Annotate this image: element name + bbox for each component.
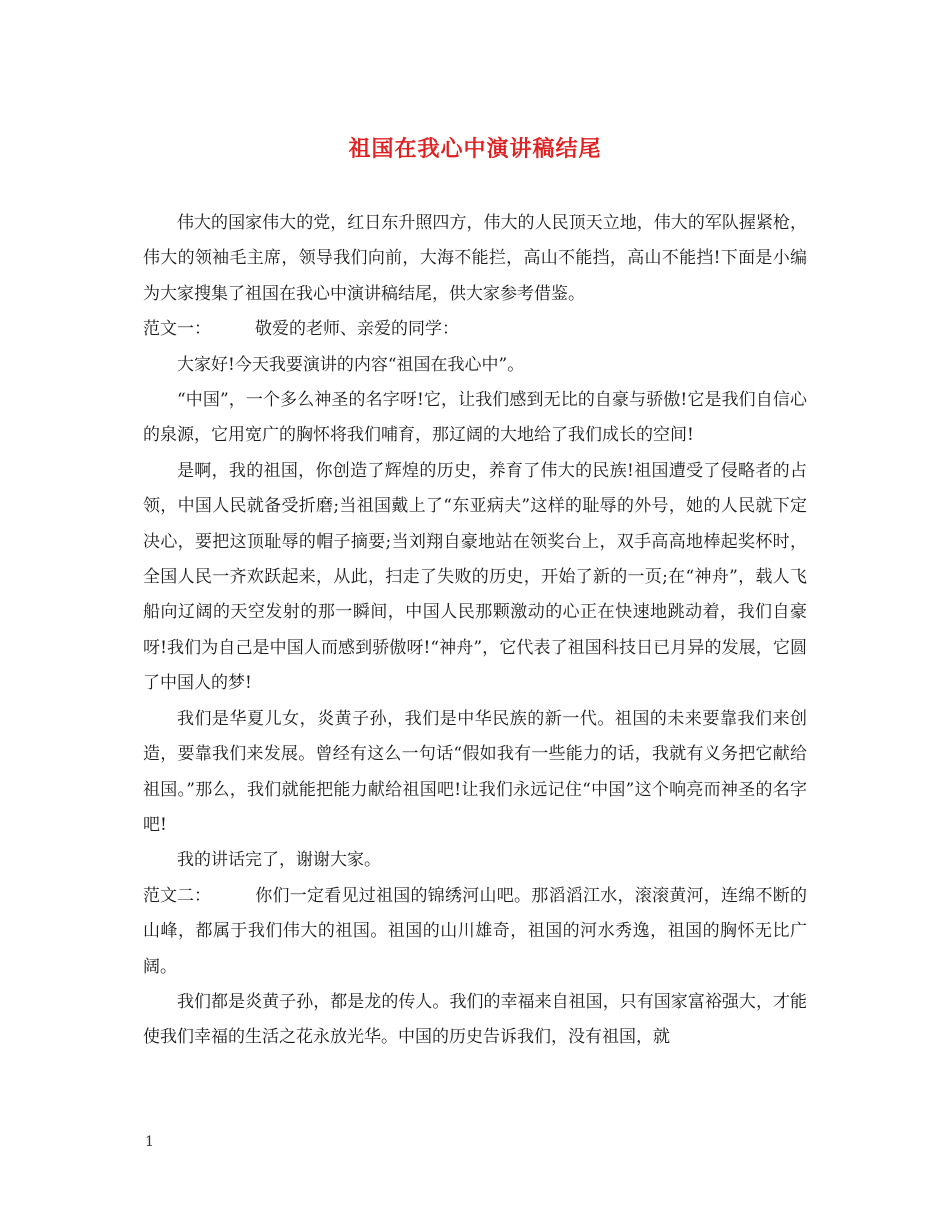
paragraph: 我们都是炎黄子孙，都是龙的传人。我们的幸福来自祖国，只有国家富裕强大，才能使我们幸福的生活之花永放光华。中国的历史告诉我们，没有祖国，就 <box>143 991 807 1048</box>
document-body <box>143 206 807 1056</box>
document-title: 祖国在我心中演讲稿结尾 <box>348 136 602 162</box>
paragraph: 我的讲话完了，谢谢大家。 <box>177 850 381 871</box>
paragraph: “中国”，一个多么神圣的名字呀!它，让我们感到无比的自豪与骄傲!它是我们自信心的泉源，它用宽广的胸怀将我们哺育，那辽阔的大地给了我们成长的空间! <box>143 390 807 446</box>
sample-two-label: 范文二： <box>143 885 211 906</box>
paragraph: 是啊，我的祖国，你创造了辉煌的历史，养育了伟大的民族!祖国遭受了侵略者的占领，中国人民就备受折磨;当祖国戴上了“东亚病夫”这样的耻辱的外号，她的人民就下定决心，要把这顶耻辱的帽子摘要;当刘翔自豪地站在领奖台上，双手高高地棒起奖杯时，全国人民一齐欢跃起来，从此，扫走了失败的历史，开始了新的一页;在“神舟”，载人飞船向辽阔的天空发射的那一瞬间，中国人民那颗激动的心正在快速地跳动着，我们自豪呀!我们为自己是中国人而感到骄傲呀!“神舟”，它代表了祖国科技日已月异的发展，它圆了中国人的梦! <box>143 460 807 694</box>
intro-paragraph: 伟大的国家伟大的党，红日东升照四方，伟大的人民顶天立地，伟大的军队握紧枪，伟大的领袖毛主席，领导我们向前，大海不能拦，高山不能挡，高山不能挡!下面是小编为大家搜集了祖国在我心中演讲稿结尾，供大家参考借鉴。 <box>143 213 807 304</box>
sample-two-heading <box>143 879 807 985</box>
sample-one-heading <box>143 312 807 347</box>
sample-one-label: 范文一： <box>143 319 211 340</box>
paragraph: 我们是华夏儿女，炎黄子孙，我们是中华民族的新一代。祖国的未来要靠我们来创造，要靠我们来发展。曾经有这么一句话“假如我有一些能力的话，我就有义务把它献给祖国。”那么，我们就能把能力献给祖国吧!让我们永远记住“中国”这个响亮而神圣的名字吧! <box>143 708 807 835</box>
sample-one-salutation: 敬爱的老师、亲爱的同学： <box>255 319 459 340</box>
sample-two-first-paragraph: 你们一定看见过祖国的锦绣河山吧。那滔滔江水，滚滚黄河，连绵不断的山峰，都属于我们伟大的祖国。祖国的山川雄奇，祖国的河水秀逸，祖国的胸怀无比广阔。 <box>143 885 807 977</box>
page-number: 1 <box>145 1134 154 1150</box>
paragraph: 大家好!今天我要演讲的内容“祖国在我心中”。 <box>177 354 525 375</box>
